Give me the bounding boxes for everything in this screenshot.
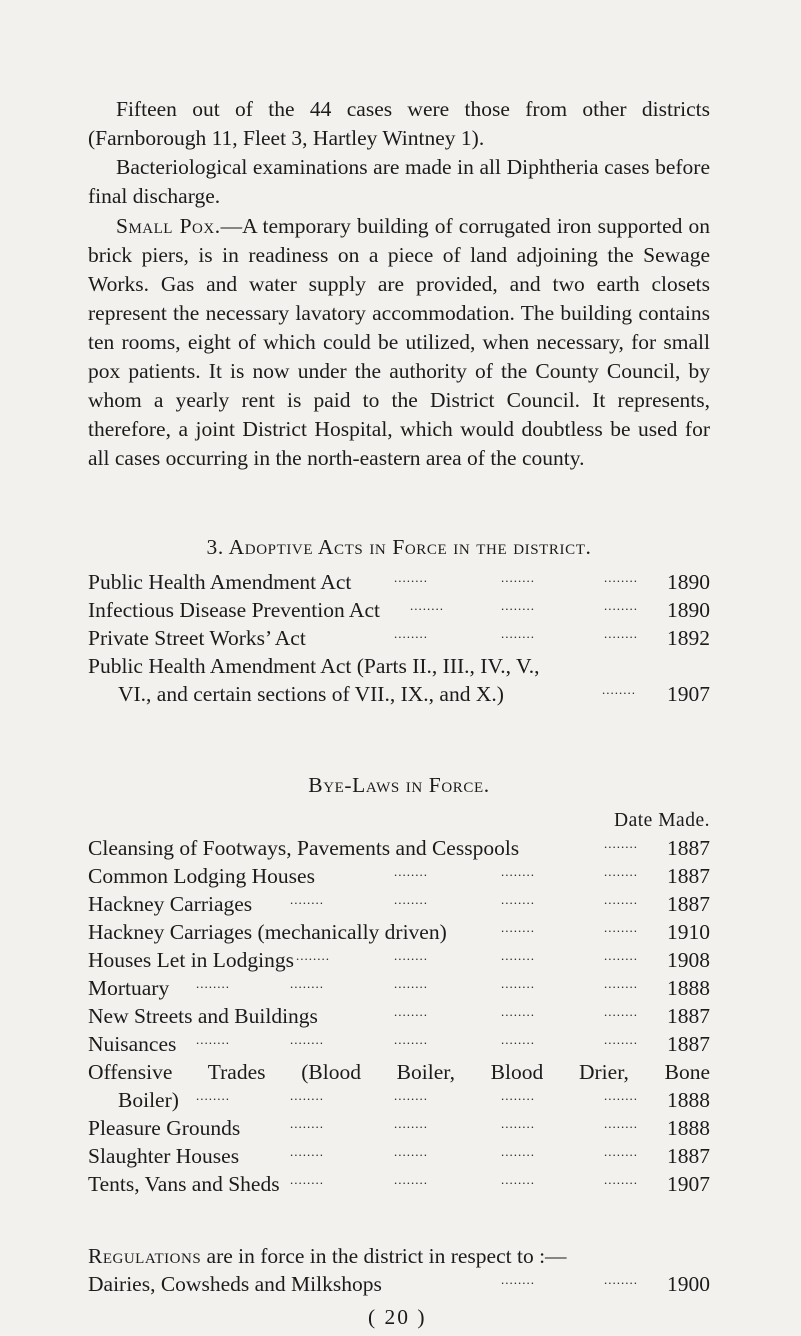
bye-law-row: Boiler) ........ ........ ........ ........ ........ 1888	[118, 1088, 710, 1112]
date-made-header: Date Made.	[614, 810, 710, 831]
intro-paragraph-2: Bacteriological examinations are made in all Diphtheria cases before final discharge.	[88, 155, 710, 208]
regulation-row: Dairies, Cowsheds and Milkshops ........ ........ 1900	[88, 1272, 710, 1296]
adoptive-acts-heading: 3. Adoptive Acts in Force in the district.	[206, 535, 592, 559]
small-pox-paragraph: Small Pox.—A temporary building of corrugated iron supported on brick piers, is in readiness on a piece of land adjoining the Sewage Works. Gas and water supply are provided, and two earth closets represent the necessary lavatory accommodation. The building contains ten rooms, eight of which could be utilized, when necessary, for small pox patients. It is now under the authority of the County Council, by whom a yearly rent is paid to the District Council. It represents, therefore, a joint District Hospital, which would doubtless be used for all cases occurring in the north-eastern area of the county.	[88, 214, 711, 470]
bye-law-row: Tents, Vans and Sheds ........ ........ ........ ........ 1907	[88, 1172, 710, 1196]
intro-paragraph-1: Fifteen out of the 44 cases were those from other districts (Farnborough 11, Fleet 3, Hartley Wintney 1).	[88, 97, 710, 150]
bye-law-row: Offensive Trades (Blood Boiler, Blood Drier, Bone	[88, 1060, 710, 1084]
bye-law-row: Pleasure Grounds ........ ........ ........ ........ 1888	[88, 1116, 710, 1140]
bye-law-row: Nuisances ........ ........ ........ ........ ........ 1887	[88, 1032, 710, 1056]
small-pox-heading: Small Pox.	[116, 214, 221, 238]
act-row: VI., and certain sections of VII., IX., and X.) ........ 1907	[118, 682, 710, 706]
act-row: Public Health Amendment Act ........ ........ ........ 1890	[88, 570, 710, 594]
bye-law-row: Houses Let in Lodgings ........ ........ ........ ........ 1908	[88, 948, 710, 972]
bye-law-row: Hackney Carriages (mechanically driven) ........ ........ 1910	[88, 920, 710, 944]
bye-law-row: Common Lodging Houses ........ ........ ........ 1887	[88, 864, 710, 888]
page-number: ( 20 )	[368, 1305, 427, 1329]
bye-law-row: Mortuary ........ ........ ........ ........ ........ 1888	[88, 976, 710, 1000]
bye-laws-heading: Bye-Laws in Force.	[308, 773, 490, 797]
act-row: Private Street Works’ Act ........ ........ ........ 1892	[88, 626, 710, 650]
regulations-heading: Regulations	[88, 1244, 202, 1268]
bye-law-row: Hackney Carriages ........ ........ ........ ........ 1887	[88, 892, 710, 916]
bye-law-row: Cleansing of Footways, Pavements and Cesspools ........ 1887	[88, 836, 710, 860]
bye-law-row: Slaughter Houses ........ ........ ........ ........ 1887	[88, 1144, 710, 1168]
regulations-intro: Regulations are in force in the district in respect to :—	[88, 1244, 567, 1268]
bye-law-row: New Streets and Buildings ........ ........ ........ 1887	[88, 1004, 710, 1028]
act-row: Infectious Disease Prevention Act ........ ........ ........ 1890	[88, 598, 710, 622]
act-row: Public Health Amendment Act (Parts II., III., IV., V.,	[88, 654, 540, 678]
